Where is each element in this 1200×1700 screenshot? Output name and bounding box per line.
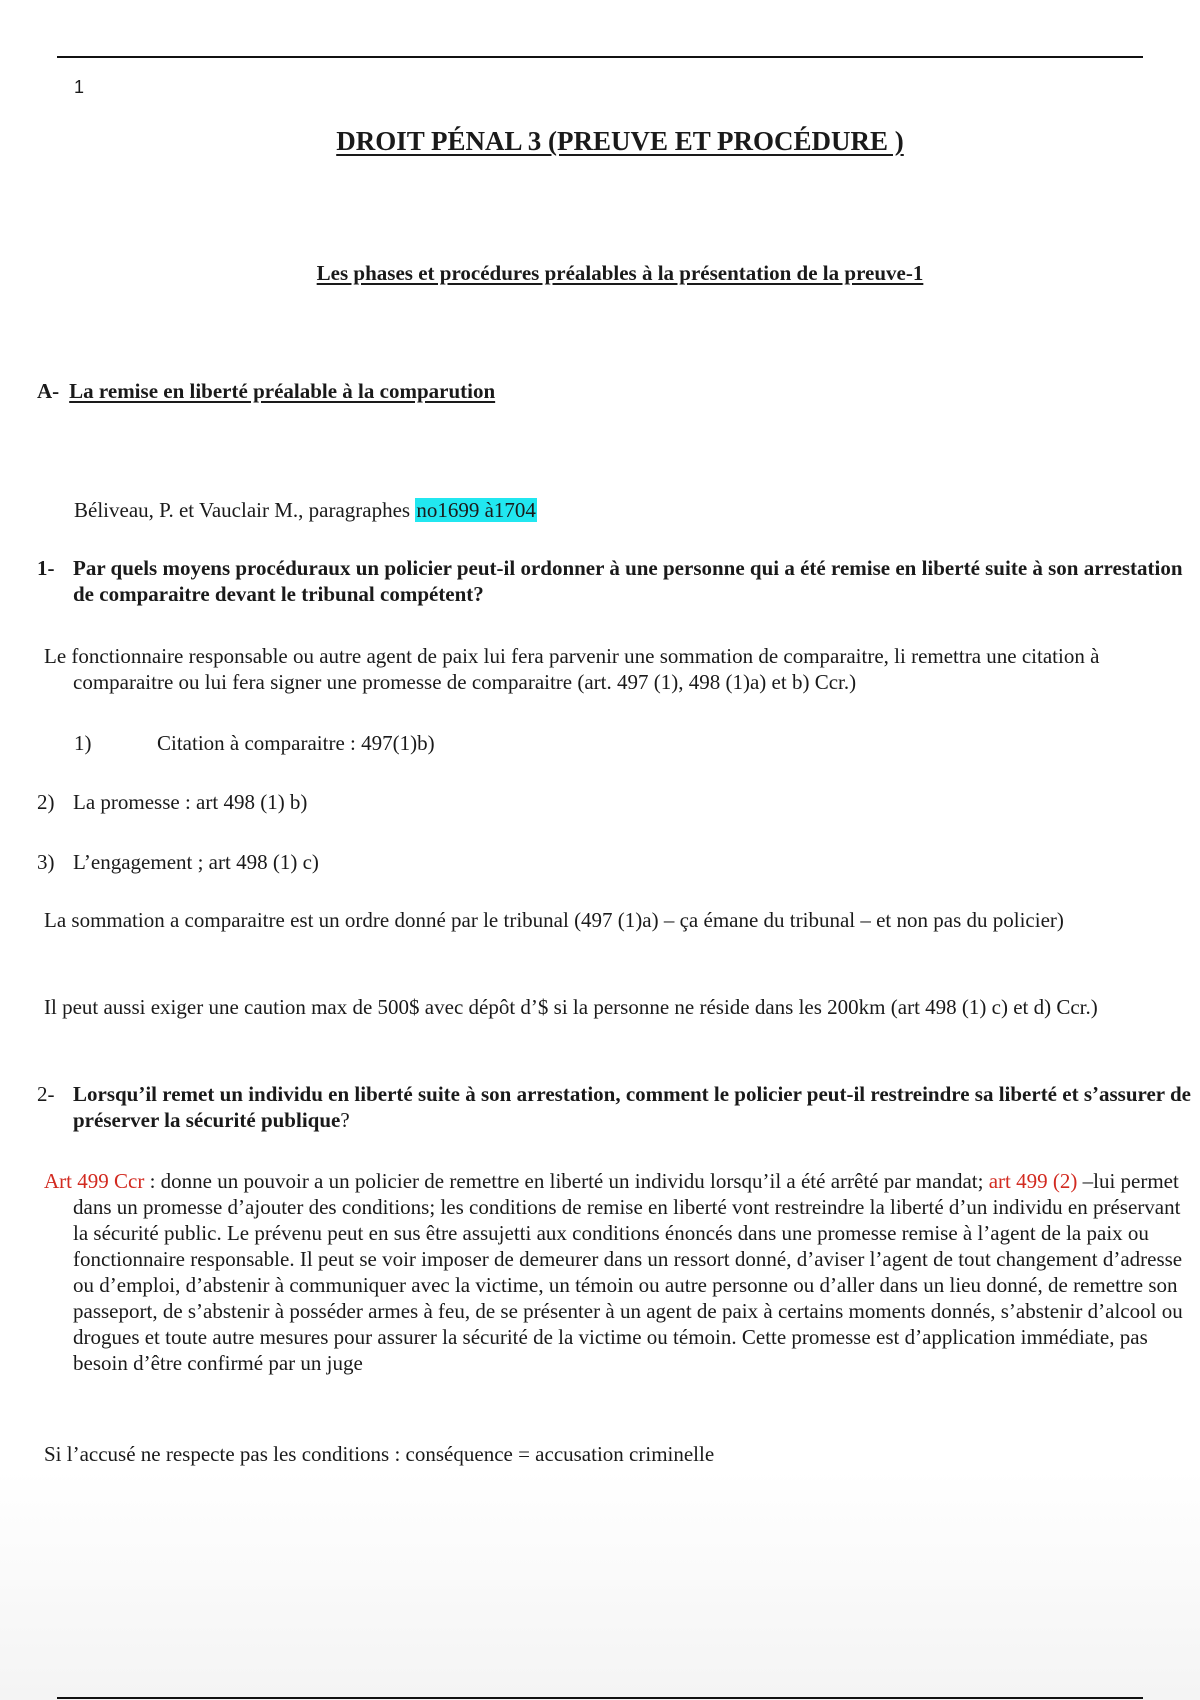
answer-2-ref-1: Art 499 Ccr [44, 1169, 145, 1193]
para-caution: Il peut aussi exiger une caution max de 500$ avec dépôt d’$ si la personne ne réside dans les 200km (art 498 (1) c) et d) Ccr.) [44, 995, 1098, 1019]
section-a-heading [37, 378, 495, 404]
list-item-number: 3) [37, 850, 55, 874]
list-item-number: 2) [37, 790, 55, 814]
answer-2-part-2: –lui permet dans un promesse d’ajouter des conditions; les conditions de remise en liberté vont restreindre la liberté d’un individu en préservant la sécurité public. Le prévenu peut en sus être assujetti aux conditions énoncés dans une promesse remise à l’agent de la paix ou fonctionnaire responsable. Il peut se voir imposer de demeurer dans un ressort donné, d’aviser l’agent de tout changement d’adresse ou d’emploi, d’abstenir à communiquer avec la victime, un témoin ou autre personne ou d’aller dans un lieu donné, de remettre son passeport, de s’abstenir à posséder armes à feu, de se présenter à un agent de paix à certains moments donnés, s’abstenir d’alcool ou drogues et toute autre mesures pour assurer la sécurité de la victime ou témoin. Cette promesse est d’application immédiate, pas besoin d’être confirmé par un juge [73, 1169, 1183, 1375]
page-subtitle: Les phases et procédures préalables à la présentation de la preuve-1 [316, 261, 924, 285]
page-title: DROIT PÉNAL 3 (PREUVE ET PROCÉDURE ) [336, 126, 904, 156]
question-1-text: Par quels moyens procéduraux un policier peut-il ordonner à une personne qui a été remise en liberté suite à son arrestation de comparaitre devant le tribunal compétent? [73, 556, 1183, 606]
question-2 [37, 1081, 1198, 1133]
para-sommation: La sommation a comparaitre est un ordre donné par le tribunal (497 (1)a) – ça émane du tribunal – et non pas du policier) [44, 908, 1064, 932]
section-a-marker: A- [37, 379, 60, 403]
answer-1: Le fonctionnaire responsable ou autre agent de paix lui fera parvenir une sommation de comparaitre, li remettra une citation à comparaitre ou lui fera signer une promesse de comparaitre (art. 497 (1), 498 (1)a) et b) Ccr.) [44, 644, 1100, 694]
question-2-text: Lorsqu’il remet un individu en liberté suite à son arrestation, comment le policier peut-il restreindre sa liberté et s’assurer de préserver la sécurité publique [73, 1082, 1191, 1132]
reference-text: Béliveau, P. et Vauclair M., paragraphes [74, 498, 416, 522]
page-number: 1 [74, 77, 85, 97]
answer-2-ref-2: art 499 (2) [988, 1169, 1078, 1193]
section-a-title: La remise en liberté préalable à la comparution [69, 379, 496, 403]
question-2-end: ? [340, 1108, 350, 1132]
question-2-number: 2- [37, 1082, 55, 1106]
top-rule [57, 56, 1143, 58]
conclusion: Si l’accusé ne respecte pas les conditions : conséquence = accusation criminelle [44, 1442, 715, 1466]
reference-line [74, 497, 537, 523]
list-item [37, 789, 307, 815]
answer-2 [44, 1168, 1193, 1376]
list-item [74, 730, 435, 756]
question-1 [37, 555, 1198, 607]
list-item-text: L’engagement ; art 498 (1) c) [73, 850, 319, 874]
list-item-text: La promesse : art 498 (1) b) [73, 790, 308, 814]
bottom-rule [57, 1697, 1143, 1699]
question-1-number: 1- [37, 556, 55, 580]
answer-2-part-1: : donne un pouvoir a un policier de remettre en liberté un individu lorsqu’il a été arrêté par mandat; [144, 1169, 989, 1193]
list-item [37, 849, 319, 875]
page-bottom-shade [0, 1470, 1200, 1700]
list-item-text: Citation à comparaitre : 497(1)b) [157, 731, 435, 755]
reference-highlight: no1699 à1704 [416, 498, 536, 522]
list-item-number: 1) [74, 731, 92, 755]
